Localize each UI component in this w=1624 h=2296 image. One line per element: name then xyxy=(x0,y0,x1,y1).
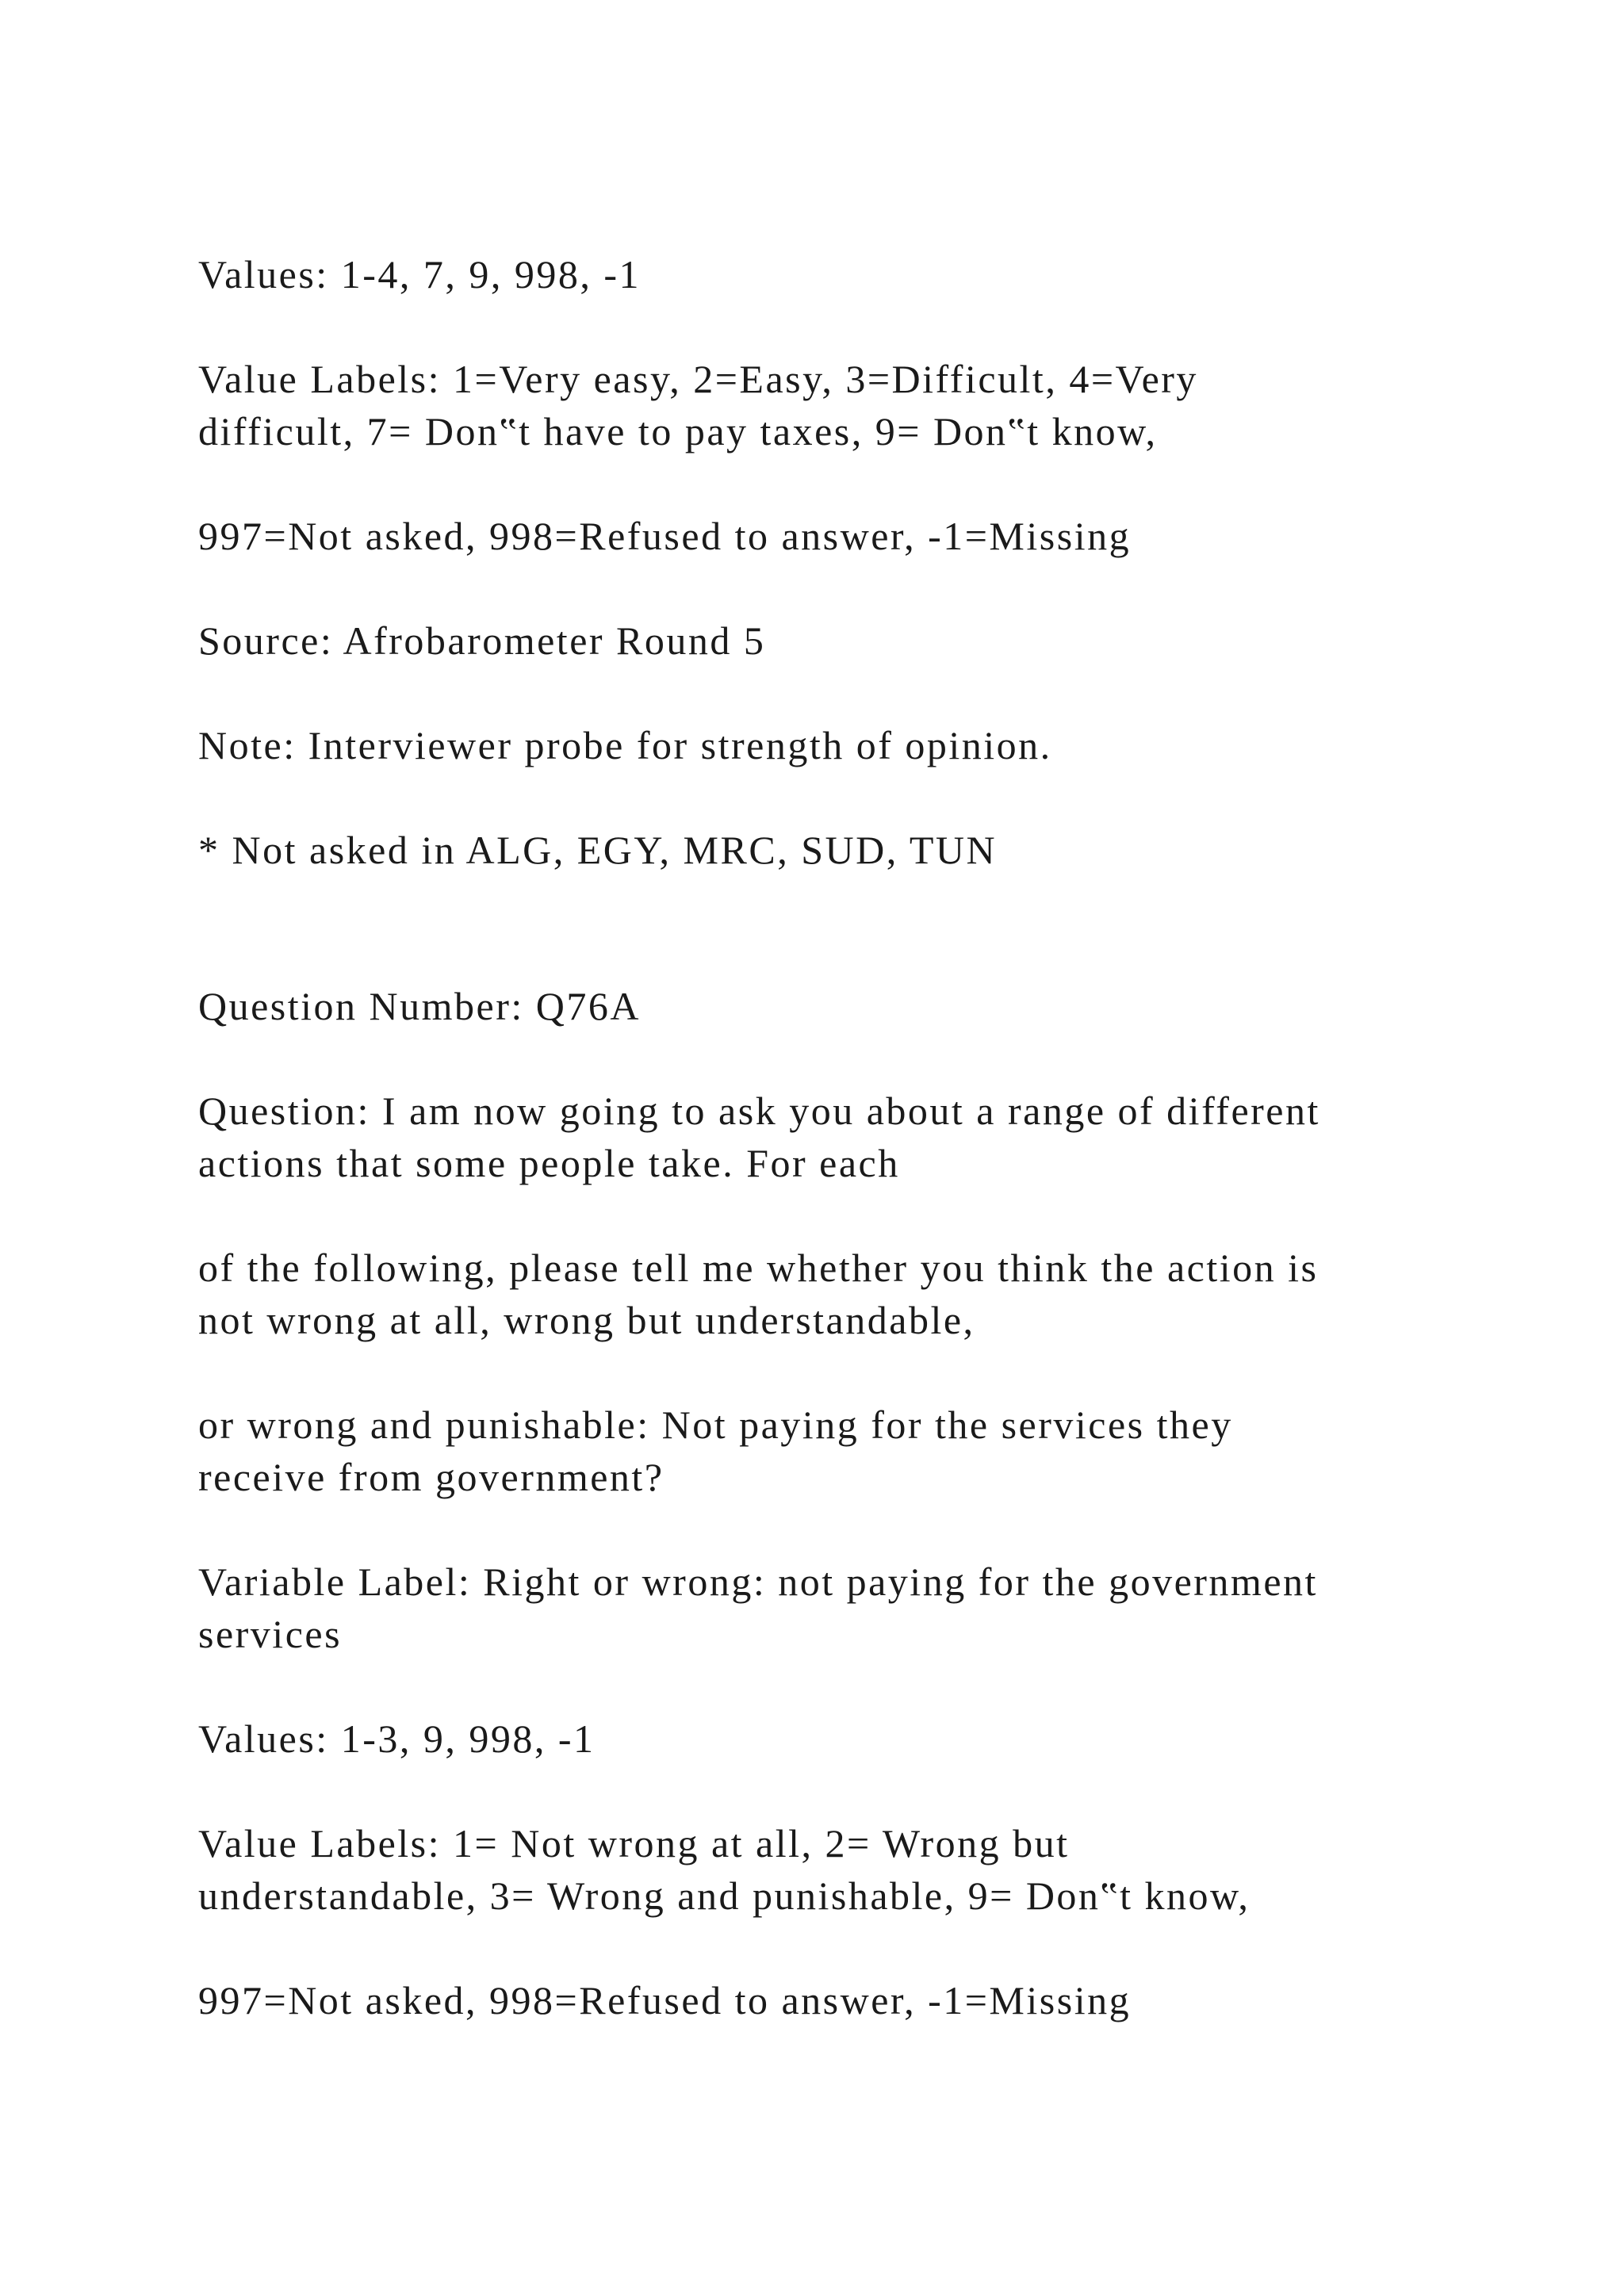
variable-label-line: Variable Label: Right or wrong: not paying for the government xyxy=(198,1559,1318,1604)
question-line: or wrong and punishable: Not paying for the services they xyxy=(198,1402,1233,1447)
question-line: receive from government? xyxy=(198,1455,665,1499)
value-labels-line: understandable, 3= Wrong and punishable, 9= Don‟t know, xyxy=(198,1873,1251,1918)
value-labels-line: Value Labels: 1=Very easy, 2=Easy, 3=Difficult, 4=Very xyxy=(198,357,1198,401)
value-labels-line: 997=Not asked, 998=Refused to answer, -1=Missing xyxy=(198,1978,1132,2022)
value-labels-line: difficult, 7= Don‟t have to pay taxes, 9= Don‟t know, xyxy=(198,409,1158,453)
value-labels-line: Value Labels: 1= Not wrong at all, 2= Wrong but xyxy=(198,1821,1070,1866)
value-labels-line: 997=Not asked, 998=Refused to answer, -1=Missing xyxy=(198,514,1132,558)
not-asked-line: * Not asked in ALG, EGY, MRC, SUD, TUN xyxy=(198,828,998,872)
question-line: actions that some people take. For each xyxy=(198,1141,900,1185)
question-line: not wrong at all, wrong but understandable, xyxy=(198,1298,975,1342)
question-number-line: Question Number: Q76A xyxy=(198,984,641,1028)
question-line: Question: I am now going to ask you about a range of different xyxy=(198,1089,1320,1133)
question-line: of the following, please tell me whether you think the action is xyxy=(198,1246,1319,1290)
variable-label-line: services xyxy=(198,1612,343,1656)
source-line: Source: Afrobarometer Round 5 xyxy=(198,618,766,663)
values-line: Values: 1-3, 9, 998, -1 xyxy=(198,1716,596,1761)
note-line: Note: Interviewer probe for strength of opinion. xyxy=(198,723,1052,767)
values-line: Values: 1-4, 7, 9, 998, -1 xyxy=(198,252,641,297)
